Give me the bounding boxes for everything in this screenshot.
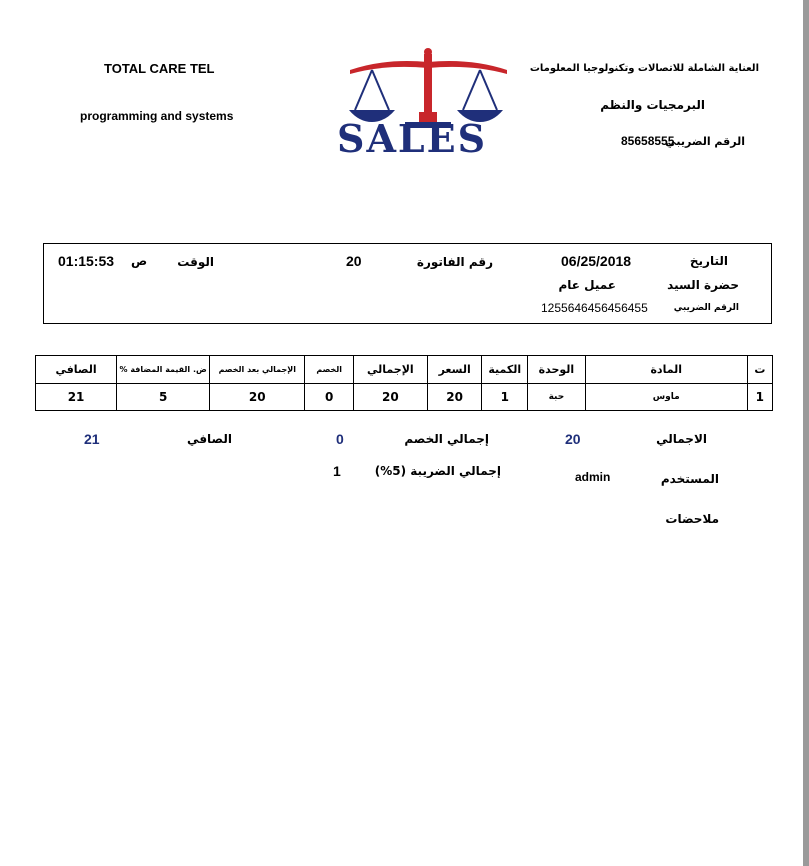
cell-total-after-discount: 20 [210, 384, 305, 411]
tax-total-value: 1 [333, 463, 341, 479]
company-tax-label: الرقم الضريبي [665, 135, 745, 148]
invoice-number-value: 20 [346, 253, 362, 269]
time-period: ص [131, 254, 148, 268]
user-label: المستخدم [660, 472, 719, 486]
cell-quantity: 1 [482, 384, 528, 411]
header-quantity: الكمية [482, 356, 528, 384]
invoice-info-box [43, 243, 772, 324]
header-item: المادة [585, 356, 747, 384]
cell-item: ماوس [585, 384, 747, 411]
net-label: الصافي [187, 432, 232, 446]
total-label: الاجمالي [656, 432, 707, 446]
date-value: 06/25/2018 [561, 253, 632, 269]
header-vat: ض. القيمة المضافة % [117, 356, 210, 384]
cell-unit: حبة [528, 384, 586, 411]
header-discount: الخصم [305, 356, 354, 384]
customer-label: حضرة السيد [667, 278, 739, 292]
company-name-ar: العناية الشاملة للاتصالات وتكنولوجيا المعلومات [529, 63, 759, 74]
page-shadow [803, 0, 809, 866]
cell-discount: 0 [305, 384, 354, 411]
items-table [35, 355, 773, 411]
discount-total-label: إجمالي الخصم [404, 432, 489, 446]
company-subtitle-ar: البرمجيات والنظم [600, 98, 705, 112]
net-value: 21 [84, 431, 100, 447]
logo-text: SALES [337, 116, 488, 161]
cell-price: 20 [427, 384, 482, 411]
discount-total-value: 0 [336, 431, 344, 447]
time-label: الوقت [177, 255, 214, 269]
total-value: 20 [565, 431, 581, 447]
sales-logo [335, 46, 510, 161]
tax-total-label: إجمالي الضريبة (5%) [374, 464, 501, 478]
customer-tax-value: 1255646456456455 [541, 301, 648, 315]
cell-net: 21 [36, 384, 117, 411]
company-subtitle-en: programming and systems [80, 109, 234, 123]
company-tax-value: 85658555 [621, 134, 675, 148]
cell-total: 20 [353, 384, 427, 411]
cell-vat: 5 [117, 384, 210, 411]
header-total-after-discount: الإجمالي بعد الخصم [210, 356, 305, 384]
company-name-en: TOTAL CARE TEL [104, 61, 215, 76]
invoice-number-label: رقم الفاتورة [416, 255, 493, 269]
header-net: الصافي [36, 356, 117, 384]
header-index: ت [747, 356, 772, 384]
notes-label: ملاحضات [665, 512, 719, 526]
user-value: admin [575, 470, 611, 484]
customer-value: عميل عام [558, 278, 616, 292]
cell-index: 1 [747, 384, 772, 411]
customer-tax-label: الرقم الضريبي [673, 303, 739, 313]
header-total: الإجمالي [353, 356, 427, 384]
header-unit: الوحدة [528, 356, 586, 384]
header-price: السعر [427, 356, 482, 384]
table-row [36, 384, 773, 411]
date-label: التاريخ [689, 254, 728, 268]
table-header-row [36, 356, 773, 384]
time-value: 01:15:53 [58, 253, 115, 269]
